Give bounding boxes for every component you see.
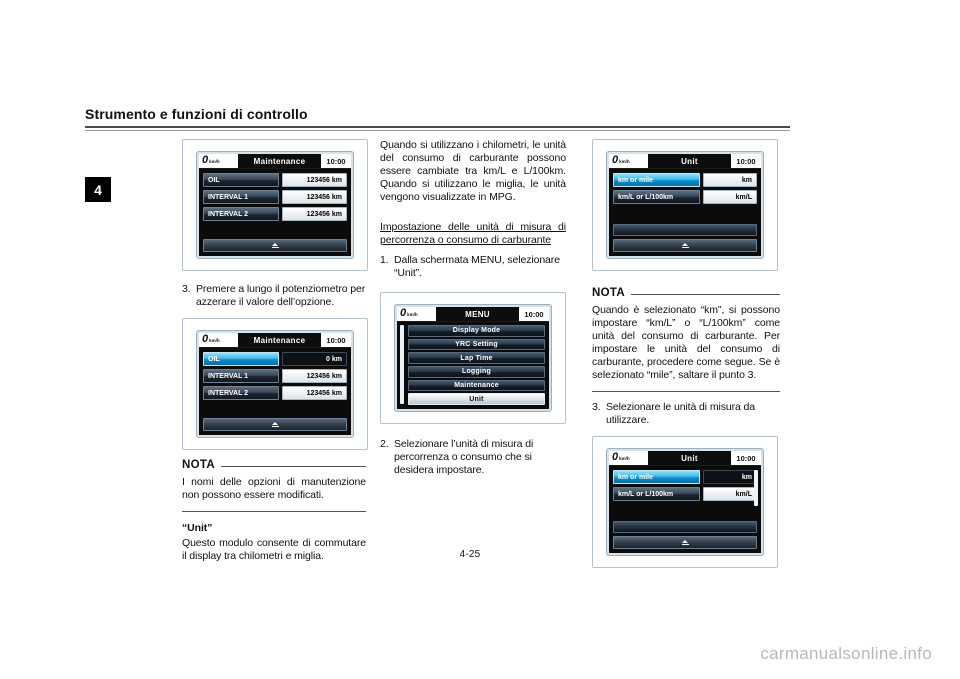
menu-row [203,173,347,187]
eject-button [203,418,347,431]
eject-button [613,536,757,549]
nota-rule [631,294,780,295]
menu-row-selected [613,470,757,484]
screen-body [199,348,351,435]
speed-readout [199,154,238,168]
screen-body [609,169,761,256]
eject-icon [272,243,279,249]
screen-body [609,466,761,553]
speed-unit: km/h [209,338,220,343]
nota-heading [182,459,366,471]
step-number: 3. [592,401,601,413]
menu-item-unit-selected: Unit [408,393,545,405]
eject-icon [272,422,279,428]
screen-title: Unit [648,154,731,168]
clock: 10:00 [731,154,761,168]
row-label: INTERVAL 2 [203,207,279,221]
row-value: 123456 km [282,369,347,383]
empty-row [613,521,757,533]
step-2-select-measure [380,438,566,477]
step-text: Selezionare l’unità di misura di percorrenza o consumo che si desidera impostare. [394,438,534,476]
speed-value: 0 [612,154,619,166]
nota-label: NOTA [592,287,625,299]
step-number: 3. [182,283,191,295]
row-value: 0 km [282,352,347,366]
step-number: 2. [380,438,389,450]
menu-item-display-mode: Display Mode [408,325,545,337]
menu-item-lap-time: Lap Time [408,352,545,364]
step-number: 1. [380,254,389,266]
speed-unit: km/h [209,159,220,164]
screen-body [199,169,351,256]
unit-section-text: Questo modulo consente di commutare il display tra chilometri e miglia. [182,537,366,562]
eject-icon [682,540,689,546]
speed-unit: km/h [407,312,418,317]
menu-row [613,487,757,501]
row-label-selected: OIL [203,352,279,366]
speed-value: 0 [612,451,619,463]
screen-title: Maintenance [238,154,321,168]
screen-statusbar [609,451,761,466]
scrollbar [754,470,758,506]
screen-statusbar [199,333,351,348]
screen-statusbar [609,154,761,169]
clock: 10:00 [519,307,549,321]
watermark: carmanualsonline.info [760,644,932,663]
lcd-screen-maintenance-2 [196,330,354,438]
step-text: Dalla schermata MENU, selezionare “Unit”. [394,254,560,279]
speed-unit: km/h [619,159,630,164]
screen-statusbar [397,307,549,322]
screen-statusbar [199,154,351,169]
row-value: km [703,173,757,187]
figure-maintenance-1 [182,139,368,271]
row-label: INTERVAL 1 [203,190,279,204]
menu-item-maintenance: Maintenance [408,380,545,392]
menu-row [203,386,347,400]
eject-button [613,239,757,252]
clock: 10:00 [321,333,351,347]
eject-button [203,239,347,252]
screen-title: Unit [648,451,731,465]
row-value: km/L [703,190,757,204]
nota-label: NOTA [182,459,215,471]
nota-text: I nomi delle opzioni di manutenzione non possono essere modificati. [182,476,366,501]
chapter-tab: 4 [85,177,111,202]
step-1-select-unit [380,254,566,280]
speed-readout [199,333,238,347]
screen-title: MENU [436,307,519,321]
row-value: 123456 km [282,386,347,400]
step-3-reset [182,283,366,309]
menu-item-logging: Logging [408,366,545,378]
row-value: 123456 km [282,190,347,204]
lcd-screen-maintenance-1 [196,151,354,259]
menu-row [203,207,347,221]
lcd-screen-unit-1 [606,151,764,259]
speed-unit: km/h [619,456,630,461]
page-number: 4-25 [459,549,481,560]
page-title: Strumento e funzioni di controllo [85,106,308,122]
speed-readout [609,451,648,465]
procedure-heading: Impostazione delle unità di misura di percorrenza o consumo di carburante [380,221,566,246]
clock: 10:00 [321,154,351,168]
row-label: INTERVAL 2 [203,386,279,400]
row-label: km/L or L/100km [613,487,700,501]
row-value: 123456 km [282,207,347,221]
nota-text: Quando è selezionato “km”, si possono impostare “km/L” o “L/100km” come unità del consumo di carburante. Per impostare le unità del consumo di carburante, procedere come segue. Se è selezionato “mile”, saltare il punto 3. [592,304,780,381]
divider-rule [182,511,366,512]
figure-maintenance-2 [182,318,368,450]
row-label-selected: km or mile [613,470,700,484]
step-3-select-units [592,401,780,427]
menu-row-selected [613,173,757,187]
figure-menu [380,292,566,424]
nota-heading [592,287,780,299]
menu-row [203,190,347,204]
speed-value: 0 [400,307,407,319]
row-label: OIL [203,173,279,187]
speed-value: 0 [202,333,209,345]
step-text: Premere a lungo il potenziometro per azzerare il valore dell’opzione. [196,283,366,308]
menu-row-selected [203,352,347,366]
row-value: km/L [703,487,757,501]
step-text: Selezionare le unità di misura da utilizzare. [606,401,756,426]
row-value: km [703,470,757,484]
screen-title: Maintenance [238,333,321,347]
row-value: 123456 km [282,173,347,187]
clock: 10:00 [731,451,761,465]
menu-item-yrc-setting: YRC Setting [408,339,545,351]
speed-readout [397,307,436,321]
row-label: INTERVAL 1 [203,369,279,383]
scrollbar [400,325,404,404]
empty-row [613,224,757,236]
divider-rule [592,391,780,392]
speed-value: 0 [202,154,209,166]
lcd-screen-menu [394,304,552,412]
row-label: km/L or L/100km [613,190,700,204]
header-rule [85,126,790,131]
figure-unit-2 [592,436,778,568]
row-label-selected: km or mile [613,173,700,187]
menu-row [203,369,347,383]
eject-icon [682,243,689,249]
menu-row [613,190,757,204]
speed-readout [609,154,648,168]
screen-body [397,322,549,409]
intro-paragraph: Quando si utilizzano i chilometri, le unità del consumo di carburante possono essere cambiate tra km/L e L/100km. Quando si utilizzano le miglia, le unità vengono visualizzate in MPG. [380,139,566,203]
figure-unit-1 [592,139,778,271]
menu-list [408,325,545,405]
unit-section-heading: “Unit” [182,522,213,534]
nota-rule [221,466,366,467]
lcd-screen-unit-2 [606,448,764,556]
